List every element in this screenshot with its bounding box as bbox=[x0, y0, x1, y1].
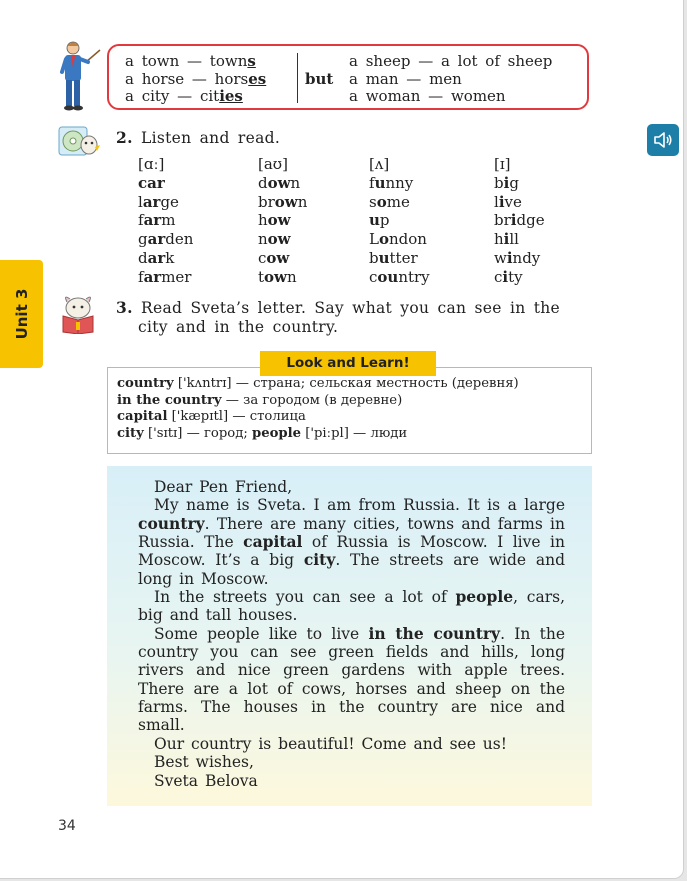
phonetic-word: big bbox=[494, 173, 519, 192]
vocabulary-entry: capital ['kæpɪtl] — столица bbox=[117, 409, 306, 425]
letter-paragraph: Our country is beautiful! Come and see us! bbox=[154, 734, 507, 753]
letter-greeting: Dear Pen Friend, bbox=[154, 478, 293, 496]
teacher-pointing-icon bbox=[56, 40, 102, 112]
vocabulary-entry: country ['kʌntrɪ] — страна; сельская местность (деревня) bbox=[117, 376, 519, 391]
exercise-instruction: Listen and read. bbox=[141, 129, 281, 147]
letter-paragraph: My name is Sveta. I am from Russia. It is a large country. There are many cities, towns and farms in Russia. The capital of Russia is Moscow. I live in Moscow. It’s a big city. The streets are wide and long in Moscow. bbox=[138, 496, 566, 588]
phonetic-word: hill bbox=[494, 230, 519, 249]
phonetic-word: brown bbox=[258, 192, 308, 211]
plural-rule-box bbox=[107, 44, 589, 110]
phonetic-word: how bbox=[258, 211, 291, 230]
phonetic-word: farmer bbox=[138, 267, 192, 286]
phonetic-word: butter bbox=[369, 249, 418, 267]
plural-example bbox=[125, 53, 266, 71]
letter-text bbox=[138, 478, 565, 790]
phonetic-word: farm bbox=[138, 211, 176, 230]
plural-base: a horse — hors bbox=[125, 69, 249, 88]
exercise-number: 2. bbox=[116, 128, 133, 147]
exercise-2-heading bbox=[116, 128, 280, 147]
phonetic-symbol: [ʌ] bbox=[369, 155, 390, 173]
phonetic-word: funny bbox=[369, 173, 414, 192]
phonetic-symbol: [aʊ] bbox=[258, 155, 288, 173]
exercise-instruction-cont: city and in the country. bbox=[138, 317, 339, 336]
phonetic-word: dark bbox=[138, 249, 175, 267]
vocabulary-entry: in the country — за городом (в деревне) bbox=[117, 392, 403, 408]
phonetic-word: now bbox=[258, 230, 291, 249]
phonetic-word: down bbox=[258, 173, 301, 192]
irregular-plurals bbox=[349, 53, 552, 106]
divider bbox=[297, 53, 298, 103]
plural-base: a town — town bbox=[125, 52, 248, 70]
letter-panel bbox=[107, 466, 592, 806]
speaker-icon bbox=[653, 131, 673, 149]
letter-body bbox=[138, 496, 565, 753]
letter-signature: Sveta Belova bbox=[154, 771, 258, 790]
phonetic-word: garden bbox=[138, 230, 194, 249]
plural-ending: es bbox=[248, 69, 267, 88]
plural-example: a woman — women bbox=[349, 87, 506, 105]
plural-ending: ies bbox=[219, 87, 243, 105]
plural-example: a sheep — a lot of sheep bbox=[349, 52, 553, 70]
letter-paragraph: Some people like to live in the country. In the country you can see green fields and hills, long rivers and nice green gardens with apple trees. There are a lot of cows, horses and sheep on the farms. The houses in the country are nice and small. bbox=[138, 623, 565, 735]
phonetic-word: large bbox=[138, 192, 179, 211]
phonetic-symbol: [ɪ] bbox=[494, 155, 511, 173]
phonetic-word: up bbox=[369, 211, 390, 230]
phonetic-word: city bbox=[494, 267, 523, 286]
phonetic-word: town bbox=[258, 267, 297, 286]
plural-base: a city — cit bbox=[125, 87, 220, 105]
plural-example: a man — men bbox=[349, 69, 462, 88]
play-audio-button[interactable] bbox=[647, 124, 679, 156]
phonetic-word: London bbox=[369, 230, 427, 249]
letter-closing: Best wishes, bbox=[154, 753, 254, 772]
plural-ending: s bbox=[247, 52, 256, 70]
phonetic-word: cow bbox=[258, 249, 290, 267]
letter-paragraph: In the streets you can see a lot of people, cars, big and tall houses. bbox=[138, 587, 565, 625]
phonetic-word: bridge bbox=[494, 211, 545, 230]
reading-book-icon bbox=[57, 296, 99, 334]
vocabulary-entry: city ['sɪtɪ] — город; people ['piːpl] — люди bbox=[117, 425, 408, 441]
exercise-number: 3. bbox=[116, 298, 133, 317]
unit-tab[interactable] bbox=[0, 260, 43, 368]
look-and-learn-title: Look and Learn! bbox=[260, 351, 436, 376]
exercise-instruction: Read Sveta’s letter. Say what you can see in the bbox=[141, 299, 560, 317]
phonetic-word: country bbox=[369, 267, 430, 286]
phonetic-word: some bbox=[369, 192, 410, 211]
phonetic-word: live bbox=[494, 192, 522, 211]
look-and-learn-box bbox=[107, 367, 592, 454]
cd-listen-icon bbox=[57, 125, 101, 159]
regular-plurals bbox=[125, 53, 266, 106]
unit-tab-label: Unit 3 bbox=[12, 288, 31, 340]
phonetic-word: car bbox=[138, 173, 165, 192]
but-label: but bbox=[305, 70, 334, 88]
phonetic-word: windy bbox=[494, 249, 541, 267]
page-number: 34 bbox=[58, 818, 76, 834]
plural-example bbox=[125, 71, 266, 89]
plural-example bbox=[125, 88, 266, 106]
phonetic-symbol: [ɑː] bbox=[138, 155, 165, 173]
exercise-3-heading bbox=[116, 299, 560, 336]
